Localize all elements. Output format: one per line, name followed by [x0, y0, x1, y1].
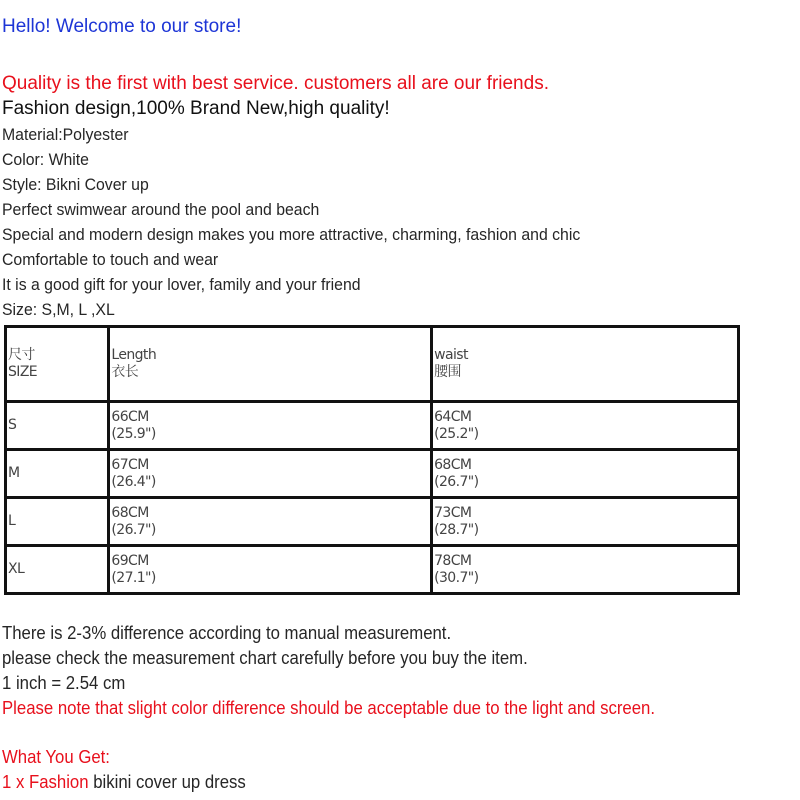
quality-tagline: Quality is the first with best service. customers all are our friends.: [2, 73, 549, 94]
package-contents: [2, 772, 246, 792]
detail-usage: Perfect swimwear around the pool and beach: [2, 200, 320, 219]
intro-text: Fashion design,100% Brand New,high quality!: [2, 98, 390, 119]
package-item-suffix: bikini cover up dress: [88, 772, 246, 792]
cell-size: M: [6, 450, 109, 498]
cell-waist: 64CM (25.2"): [432, 402, 739, 450]
table-row: [6, 546, 739, 594]
note-inch-conversion: 1 inch = 2.54 cm: [2, 673, 126, 693]
what-you-get-label: What You Get:: [2, 747, 110, 767]
cell-waist: 78CM (30.7"): [432, 546, 739, 594]
cell-length: 68CM (26.7"): [109, 498, 432, 546]
cell-size: S: [6, 402, 109, 450]
table-row: [6, 498, 739, 546]
cell-size: XL: [6, 546, 109, 594]
cell-size: L: [6, 498, 109, 546]
note-check-chart: please check the measurement chart carefully before you buy the item.: [2, 648, 528, 668]
cell-waist: 73CM (28.7"): [432, 498, 739, 546]
cell-length: 69CM (27.1"): [109, 546, 432, 594]
detail-gift: It is a good gift for your lover, family and your friend: [2, 275, 361, 294]
header-waist: waist 腰围: [432, 327, 739, 402]
detail-material: Material:Polyester: [2, 125, 129, 144]
detail-design: Special and modern design makes you more attractive, charming, fashion and chic: [2, 225, 581, 244]
header-size: 尺寸 SIZE: [6, 327, 109, 402]
color-difference-note: Please note that slight color difference should be acceptable due to the light and screen.: [2, 698, 655, 718]
header-length: Length 衣长: [109, 327, 432, 402]
table-row: [6, 402, 739, 450]
size-chart-table: [4, 325, 740, 595]
cell-length: 67CM (26.4"): [109, 450, 432, 498]
note-measurement-difference: There is 2-3% difference according to manual measurement.: [2, 623, 452, 643]
cell-waist: 68CM (26.7"): [432, 450, 739, 498]
detail-style: Style: Bikni Cover up: [2, 175, 149, 194]
package-item-prefix: 1 x Fashion: [2, 772, 89, 792]
detail-color: Color: White: [2, 150, 89, 169]
detail-sizes: Size: S,M, L ,XL: [2, 300, 115, 319]
detail-comfort: Comfortable to touch and wear: [2, 250, 219, 269]
table-row: [6, 450, 739, 498]
welcome-heading: Hello! Welcome to our store!: [2, 16, 242, 37]
table-header-row: [6, 327, 739, 402]
cell-length: 66CM (25.9"): [109, 402, 432, 450]
